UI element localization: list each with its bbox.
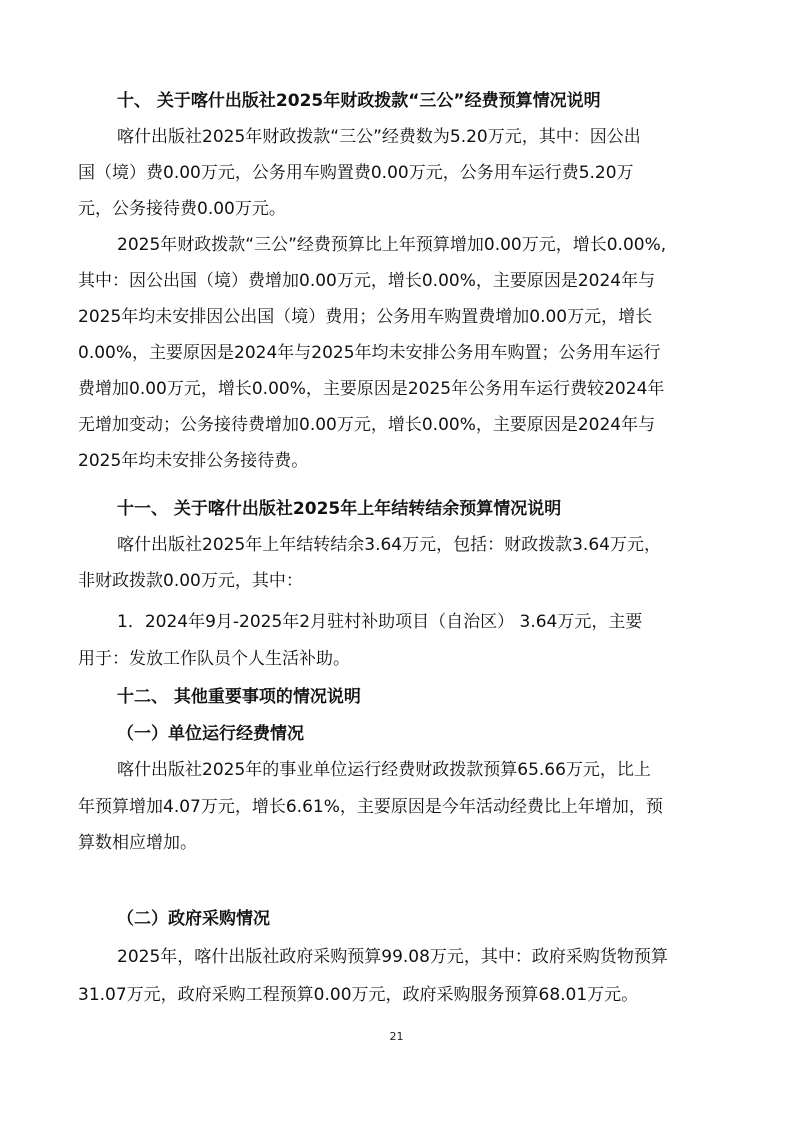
section-12-sub1-para-line1: 喀什出版社2025年的事业单位运行经费财政拨款预算65.66万元，比上	[117, 760, 651, 780]
section-11-heading: 十一、 关于喀什出版社2025年上年结转结余预算情况说明	[117, 499, 562, 519]
section-12-sub2-para-line2: 31.07万元，政府采购工程预算0.00万元，政府采购服务预算68.01万元。	[78, 985, 639, 1005]
section-12-sub2-para-line1: 2025年，喀什出版社政府采购预算99.08万元，其中：政府采购货物预算	[117, 947, 668, 967]
section-10-para1-line2: 国（境）费0.00万元，公务用车购置费0.00万元，公务用车运行费5.20万	[78, 163, 634, 183]
section-10-para1-line1: 喀什出版社2025年财政拨款“三公”经费数为5.20万元，其中：因公出	[117, 127, 641, 147]
section-10-para2-line5: 费增加0.00万元，增长0.00%，主要原因是2025年公务用车运行费较2024年	[78, 379, 665, 399]
section-12-sub1-para-line2: 年预算增加4.07万元，增长6.61%，主要原因是今年活动经费比上年增加，预	[78, 797, 663, 817]
section-10-para2-line6: 无增加变动；公务接待费增加0.00万元，增长0.00%，主要原因是2024年与	[78, 415, 656, 435]
page-number: 21	[389, 1030, 404, 1043]
section-10-para2-line7: 2025年均未安排公务接待费。	[78, 451, 309, 471]
section-11-item1-line1: 1．2024年9月-2025年2月驻村补助项目（自治区） 3.64万元，主要	[117, 612, 643, 632]
section-12-sub1-heading: （一）单位运行经费情况	[117, 724, 304, 744]
section-10-para2-line1: 2025年财政拨款“三公”经费预算比上年预算增加0.00万元，增长0.00%,	[117, 235, 667, 255]
section-10-heading: 十、 关于喀什出版社2025年财政拨款“三公”经费预算情况说明	[117, 91, 601, 111]
section-11-para1-line1: 喀什出版社2025年上年结转结余3.64万元，包括：财政拨款3.64万元，	[117, 535, 661, 555]
section-12-sub2-heading: （二）政府采购情况	[117, 909, 270, 929]
section-11-para1-line2: 非财政拨款0.00万元，其中：	[78, 571, 303, 591]
section-10-para2-line3: 2025年均未安排因公出国（境）费用；公务用车购置费增加0.00万元，增长	[78, 307, 653, 327]
section-12-heading: 十二、 其他重要事项的情况说明	[117, 687, 361, 707]
section-10-para2-line2: 其中：因公出国（境）费增加0.00万元，增长0.00%，主要原因是2024年与	[78, 271, 656, 291]
section-10-para2-line4: 0.00%，主要原因是2024年与2025年均未安排公务用车购置；公务用车运行	[78, 343, 661, 363]
section-11-item1-line2: 用于：发放工作队员个人生活补助。	[78, 649, 350, 669]
section-10-para1-line3: 元，公务接待费0.00万元。	[78, 199, 286, 219]
section-12-sub1-para-line3: 算数相应增加。	[78, 833, 197, 853]
